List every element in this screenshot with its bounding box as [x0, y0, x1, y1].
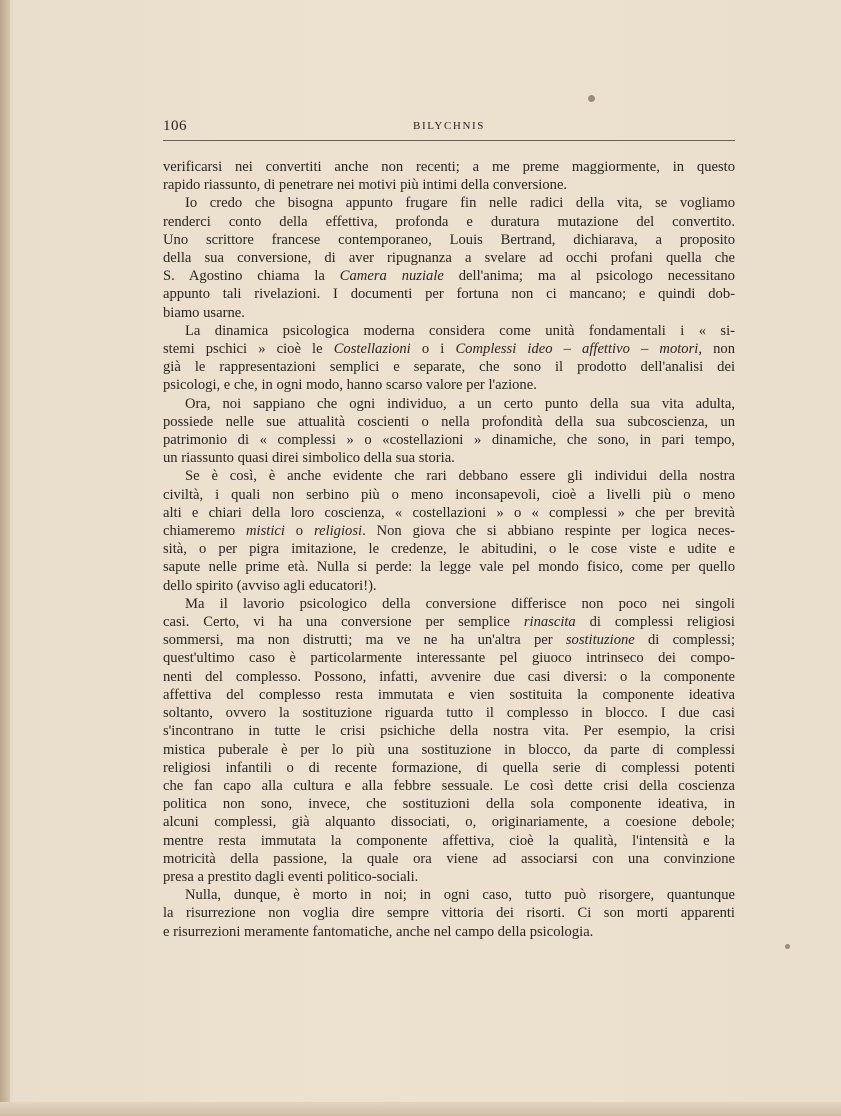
text-line: renderci conto della effettiva, profonda e duratura mutazione del convertito.	[163, 213, 735, 230]
text-line: Nulla, dunque, è morto in noi; in ogni caso, tutto può risorgere, quantunque	[185, 887, 735, 904]
page-bottom-edge	[0, 1102, 841, 1116]
text-line: religiosi infantili o di recente formazione, di quella serie di complessi potenti	[163, 759, 735, 776]
text-line: Io credo che bisogna appunto frugare fin nelle radici della vita, se vogliamo	[185, 195, 735, 212]
text-line: dello spirito (avviso agli educatori!).	[163, 577, 377, 594]
paragraph	[163, 886, 735, 941]
text-line: alti e chiari della loro coscienza, « costellazioni » o « complessi » che per brevità	[163, 504, 735, 521]
text-line: sapute nelle prime età. Nulla si perde: la legge vale pel mondo fisico, come per quello	[163, 559, 735, 576]
text-line: possiede nelle sue attualità coscienti o nella profondità della sua subcoscienza, un	[163, 413, 735, 430]
text-line: quest'ultimo caso è particolarmente interessante pel giuoco intrinseco dei compo-	[163, 650, 735, 667]
text-line: Se è così, è anche evidente che rari debbano essere gli individui della nostra	[185, 468, 735, 485]
text-line: S. Agostino chiama la Camera nuziale dell'anima; ma al psicologo necessitano	[163, 268, 735, 285]
text-line: casi. Certo, vi ha una conversione per semplice rinascita di complessi religiosi	[163, 614, 735, 631]
text-line: politica non sono, invece, che sostituzioni della sola componente ideativa, in	[163, 796, 735, 813]
text-line: della sua conversione, di aver ripugnanza a svelare ad occhi profani quella che	[163, 250, 735, 267]
text-line: rapido riassunto, di penetrare nei motivi più intimi della conversione.	[163, 177, 568, 194]
text-line: alcuni complessi, già alquanto dissociati, o, originariamente, a coesione debole;	[163, 814, 735, 831]
text-line: motricità della passione, la quale ora viene ad associarsi con una convinzione	[163, 850, 735, 867]
text-line: affettiva del complesso resta immutata e vien sostituita la componente ideativa	[163, 686, 735, 703]
text-line: nenti del complesso. Possono, infatti, avvenire due casi diversi: o la componente	[163, 668, 735, 685]
text-line: La dinamica psicologica moderna considera come unità fondamentali i « si-	[185, 322, 735, 339]
text-line: s'incontrano in tutte le crisi psichiche della nostra vita. Per esempio, la crisi	[163, 723, 735, 740]
text-line: biamo usarne.	[163, 304, 245, 321]
text-line: già le rappresentazioni semplici e separate, che sono il prodotto dell'analisi dei	[163, 359, 735, 376]
text-line: sommersi, ma non distrutti; ma ve ne ha un'altra per sostituzione di complessi;	[163, 632, 736, 649]
ink-spot	[588, 95, 595, 102]
text-line: stemi pschici » cioè le Costellazioni o i Complessi ideo – affettivo – motori, non	[163, 341, 736, 358]
text-line: Ora, noi sappiano che ogni individuo, a un certo punto della sua vita adulta,	[185, 395, 735, 412]
text-line: mistica puberale è per lo più una sostituzione in blocco, da parte di complessi	[163, 741, 735, 758]
text-line: presa a prestito dagli eventi politico-sociali.	[163, 868, 419, 885]
paragraph	[163, 467, 735, 594]
text-line: patrimonio di « complessi » o «costellazioni » dinamiche, che sono, in pari tempo,	[163, 432, 735, 449]
text-line: appunto tali rivelazioni. I documenti per fortuna non ci mancano; e quindi dob-	[163, 286, 735, 303]
text-line: Uno scrittore francese contemporaneo, Louis Bertrand, dichiarava, a proposito	[163, 231, 735, 248]
text-line: civiltà, i quali non serbino più o meno inconsapevoli, cioè a livelli più o meno	[163, 486, 735, 503]
running-title: BILYCHNIS	[413, 120, 485, 132]
body-text	[163, 158, 735, 941]
text-line: chiameremo mistici o religiosi. Non giova che si abbiano respinte per logica neces-	[163, 523, 735, 540]
page-number: 106	[163, 118, 187, 134]
text-line: mentre resta immutata la componente affettiva, cioè la qualità, l'intensità e la	[163, 832, 735, 849]
page-left-edge	[0, 0, 10, 1116]
paragraph	[163, 194, 735, 321]
text-line: la risurrezione non voglia dire sempre vittoria dei risorti. Ci son morti apparenti	[163, 905, 735, 922]
paragraph	[163, 595, 735, 886]
text-line: soltanto, ovvero la sostituzione riguarda tutto il complesso in blocco. I due casi	[163, 705, 735, 722]
text-line: psicologi, e che, in ogni modo, hanno scarso valore per l'azione.	[163, 377, 537, 394]
text-line: e risurrezioni meramente fantomatiche, anche nel campo della psicologia.	[163, 923, 594, 940]
text-line: sità, o per pigra imitazione, le credenze, le abitudini, o le cose viste e udite e	[163, 541, 735, 558]
text-line: che fan capo alla cultura e alla febbre sessuale. Le così dette crisi della coscienza	[163, 777, 735, 794]
paragraph	[163, 395, 735, 468]
page-header	[163, 118, 735, 141]
paragraph	[163, 322, 735, 395]
ink-spot	[785, 944, 790, 949]
text-line: un riassunto quasi direi simbolico della sua storia.	[163, 450, 455, 467]
text-line: Ma il lavorio psicologico della conversione differisce non poco nei singoli	[185, 595, 735, 612]
paragraph	[163, 158, 735, 194]
text-line: verificarsi nei convertiti anche non recenti; a me preme maggiormente, in questo	[163, 159, 735, 175]
